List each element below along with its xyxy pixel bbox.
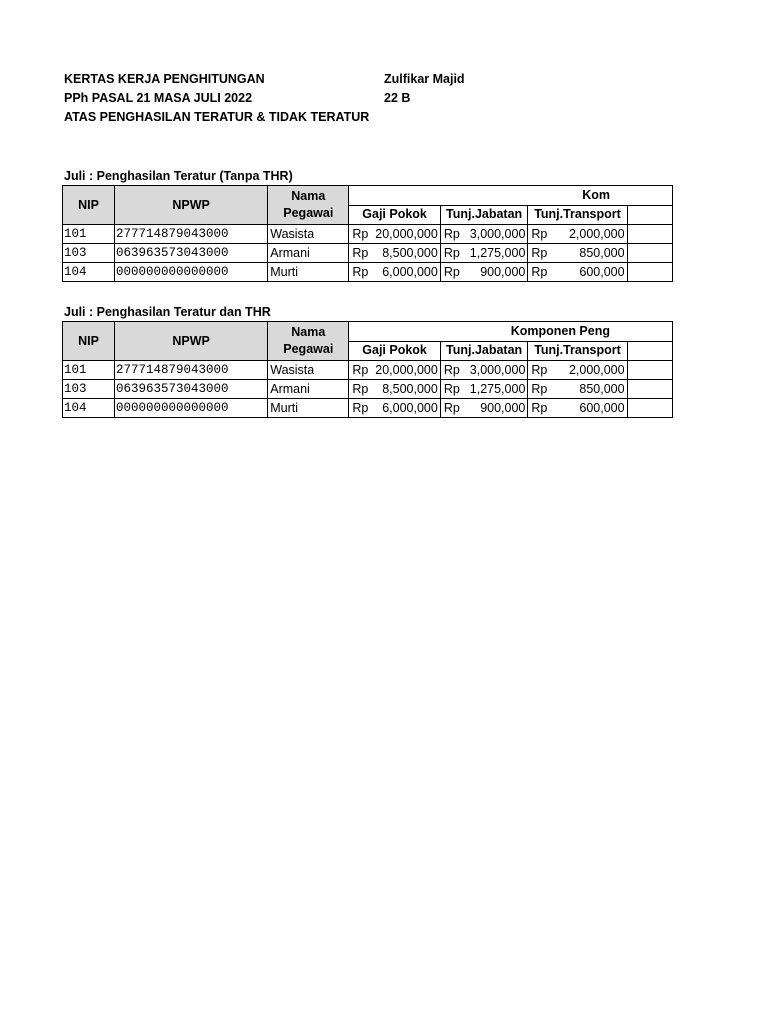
amount: 6,000,000 (382, 400, 438, 415)
table-row (63, 263, 673, 282)
cell-nama: Armani (268, 380, 349, 399)
amount: 8,500,000 (382, 245, 438, 260)
currency-label: Rp (443, 362, 460, 377)
currency-label: Rp (443, 264, 460, 279)
cell-transport (528, 361, 627, 380)
cell-jabatan (440, 225, 528, 244)
amount: 2,000,000 (568, 226, 625, 241)
table-row (63, 361, 673, 380)
cell-nip: 101 (63, 361, 115, 380)
amount: 8,500,000 (382, 381, 438, 396)
header-nama-line2: Pegawai (283, 206, 334, 220)
header-npwp: NPWP (114, 186, 267, 225)
header-nama-line2: Pegawai (283, 342, 334, 356)
cell-nama: Murti (268, 263, 349, 282)
header-nip: NIP (63, 322, 115, 361)
currency-label: Rp (443, 226, 460, 241)
table-1-container (62, 185, 673, 282)
table-row (63, 399, 673, 418)
table-1-title: Juli : Penghasilan Teratur (Tanpa THR) (64, 169, 293, 183)
currency-label: Rp (443, 400, 460, 415)
header-nama-line1: Nama (291, 189, 326, 203)
cell-nama: Wasista (268, 361, 349, 380)
amount: 850,000 (579, 245, 625, 260)
amount: 600,000 (579, 264, 625, 279)
currency-label: Rp (352, 264, 369, 279)
cell-nama: Armani (268, 244, 349, 263)
cell-gaji (349, 361, 440, 380)
cell-empty (627, 225, 672, 244)
header-komponen (349, 186, 673, 206)
currency-label: Rp (531, 226, 548, 241)
cell-empty (627, 361, 672, 380)
currency-label: Rp (352, 245, 369, 260)
cell-npwp: 277714879043000 (114, 361, 267, 380)
header-tunj-jabatan: Tunj.Jabatan (440, 205, 528, 225)
header-nama (268, 322, 349, 361)
header-komponen (349, 322, 673, 342)
amount: 3,000,000 (469, 362, 526, 377)
author-name: Zulfikar Majid (384, 72, 465, 86)
currency-label: Rp (531, 362, 548, 377)
cell-jabatan (440, 263, 528, 282)
doc-title-line3: ATAS PENGHASILAN TERATUR & TIDAK TERATUR (64, 110, 370, 124)
header-next-column (627, 341, 672, 361)
header-komponen-label: Kom (582, 187, 610, 202)
amount: 850,000 (579, 381, 625, 396)
salary-table-1 (62, 185, 673, 282)
header-nip: NIP (63, 186, 115, 225)
amount: 2,000,000 (568, 362, 625, 377)
cell-npwp: 063963573043000 (114, 244, 267, 263)
cell-empty (627, 244, 672, 263)
currency-label: Rp (352, 226, 369, 241)
header-npwp: NPWP (114, 322, 267, 361)
amount: 1,275,000 (469, 381, 526, 396)
currency-label: Rp (531, 381, 548, 396)
cell-npwp: 063963573043000 (114, 380, 267, 399)
cell-jabatan (440, 380, 528, 399)
header-nama-line1: Nama (291, 325, 326, 339)
cell-jabatan (440, 361, 528, 380)
header-gaji-pokok: Gaji Pokok (349, 341, 440, 361)
author-code: 22 B (384, 91, 411, 105)
salary-table-2 (62, 321, 673, 418)
header-nama (268, 186, 349, 225)
amount: 6,000,000 (382, 264, 438, 279)
doc-title-line2: PPh PASAL 21 MASA JULI 2022 (64, 91, 253, 105)
cell-gaji (349, 225, 440, 244)
amount: 20,000,000 (375, 226, 438, 241)
cell-transport (528, 225, 627, 244)
amount: 20,000,000 (375, 362, 438, 377)
table-row (63, 244, 673, 263)
cell-transport (528, 244, 627, 263)
cell-jabatan (440, 399, 528, 418)
amount: 600,000 (579, 400, 625, 415)
cell-transport (528, 380, 627, 399)
cell-nama: Murti (268, 399, 349, 418)
header-gaji-pokok: Gaji Pokok (349, 205, 440, 225)
cell-nip: 104 (63, 399, 115, 418)
cell-npwp: 277714879043000 (114, 225, 267, 244)
header-komponen-label: Komponen Peng (510, 323, 610, 338)
table-2-title: Juli : Penghasilan Teratur dan THR (64, 305, 271, 319)
cell-jabatan (440, 244, 528, 263)
cell-gaji (349, 244, 440, 263)
currency-label: Rp (443, 245, 460, 260)
amount: 900,000 (480, 264, 526, 279)
cell-nip: 101 (63, 225, 115, 244)
currency-label: Rp (531, 245, 548, 260)
currency-label: Rp (531, 400, 548, 415)
amount: 3,000,000 (469, 226, 526, 241)
table-row (63, 380, 673, 399)
currency-label: Rp (352, 362, 369, 377)
cell-empty (627, 263, 672, 282)
currency-label: Rp (352, 400, 369, 415)
amount: 900,000 (480, 400, 526, 415)
amount: 1,275,000 (469, 245, 526, 260)
cell-nip: 103 (63, 244, 115, 263)
header-tunj-jabatan: Tunj.Jabatan (440, 341, 528, 361)
header-tunj-transport: Tunj.Transport (528, 341, 627, 361)
cell-nip: 103 (63, 380, 115, 399)
header-tunj-transport: Tunj.Transport (528, 205, 627, 225)
cell-gaji (349, 380, 440, 399)
header-next-column (627, 205, 672, 225)
table-row (63, 225, 673, 244)
cell-gaji (349, 263, 440, 282)
cell-nip: 104 (63, 263, 115, 282)
cell-gaji (349, 399, 440, 418)
currency-label: Rp (443, 381, 460, 396)
cell-transport (528, 263, 627, 282)
cell-npwp: 000000000000000 (114, 399, 267, 418)
cell-npwp: 000000000000000 (114, 263, 267, 282)
cell-empty (627, 399, 672, 418)
currency-label: Rp (352, 381, 369, 396)
currency-label: Rp (531, 264, 548, 279)
table-2-container (62, 321, 673, 418)
cell-nama: Wasista (268, 225, 349, 244)
cell-transport (528, 399, 627, 418)
doc-title-line1: KERTAS KERJA PENGHITUNGAN (64, 72, 265, 86)
cell-empty (627, 380, 672, 399)
